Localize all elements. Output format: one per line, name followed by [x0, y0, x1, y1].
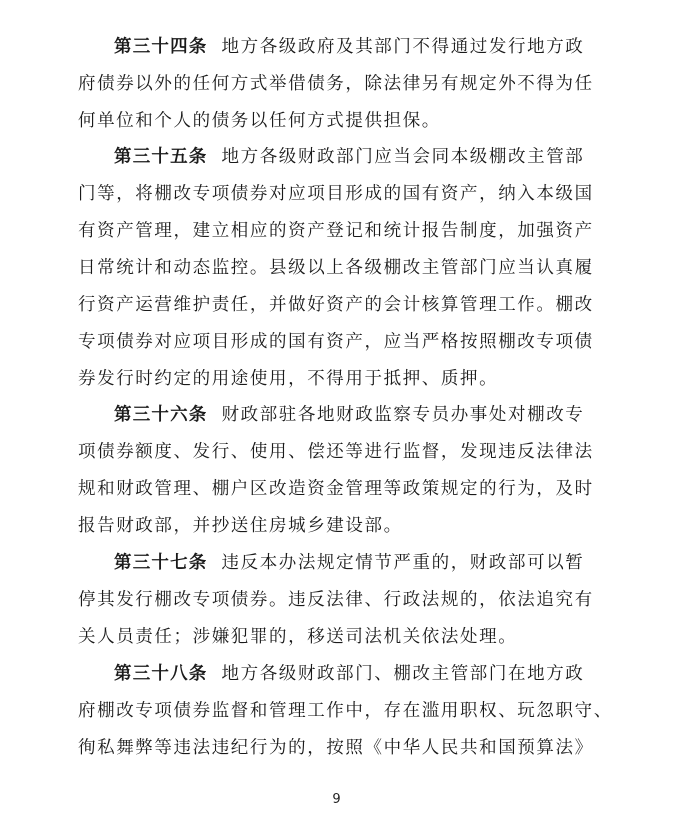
article-line: 专项债券对应项目形成的国有资产，应当严格按照棚改专项债 [78, 332, 594, 352]
article-line [114, 32, 584, 62]
article-text: 地方各级政府及其部门不得通过发行地方政 [221, 37, 585, 57]
article-line: 府债券以外的任何方式举借债务，除法律另有规定外不得为任 [78, 74, 594, 94]
article-line [114, 548, 584, 578]
article-line [114, 400, 584, 430]
article-line: 项债券额度、发行、使用、偿还等进行监督，发现违反法律法 [78, 442, 594, 462]
article-title: 第三十五条 [114, 147, 208, 167]
article-line: 券发行时约定的用途使用，不得用于抵押、质押。 [78, 369, 499, 389]
article-line: 报告财政部，并抄送住房城乡建设部。 [78, 516, 403, 536]
article-title: 第三十八条 [114, 664, 208, 684]
article-line: 有资产管理，建立相应的资产登记和统计报告制度，加强资产 [78, 221, 594, 241]
article-line: 日常统计和动态监控。县级以上各级棚改主管部门应当认真履 [78, 258, 594, 278]
article-text: 地方各级财政部门、棚改主管部门在地方政 [221, 664, 585, 684]
article-title: 第三十七条 [114, 553, 208, 573]
article-title: 第三十六条 [114, 405, 208, 425]
article-line: 府棚改专项债券监督和管理工作中，存在滥用职权、玩忽职守、 [78, 701, 613, 721]
article-title: 第三十四条 [114, 37, 208, 57]
article-line [114, 142, 584, 172]
page-number: 9 [332, 792, 341, 807]
article-line: 停其发行棚改专项债券。违反法律、行政法规的，依法追究有 [78, 590, 594, 610]
article-line: 行资产运营维护责任，并做好资产的会计核算管理工作。棚改 [78, 295, 594, 315]
article-line [114, 659, 584, 689]
article-line: 门等，将棚改专项债券对应项目形成的国有资产，纳入本级国 [78, 184, 594, 204]
article-text: 违反本办法规定情节严重的，财政部可以暂 [221, 553, 585, 573]
article-text: 地方各级财政部门应当会同本级棚改主管部 [221, 147, 585, 167]
article-line: 何单位和个人的债务以任何方式提供担保。 [78, 111, 441, 131]
article-text: 财政部驻各地财政监察专员办事处对棚改专 [221, 405, 585, 425]
article-line: 规和财政管理、棚户区改造资金管理等政策规定的行为，及时 [78, 479, 594, 499]
article-line: 徇私舞弊等违法违纪行为的，按照《中华人民共和国预算法》 [78, 738, 594, 758]
article-line: 关人员责任；涉嫌犯罪的，移送司法机关依法处理。 [78, 627, 518, 647]
